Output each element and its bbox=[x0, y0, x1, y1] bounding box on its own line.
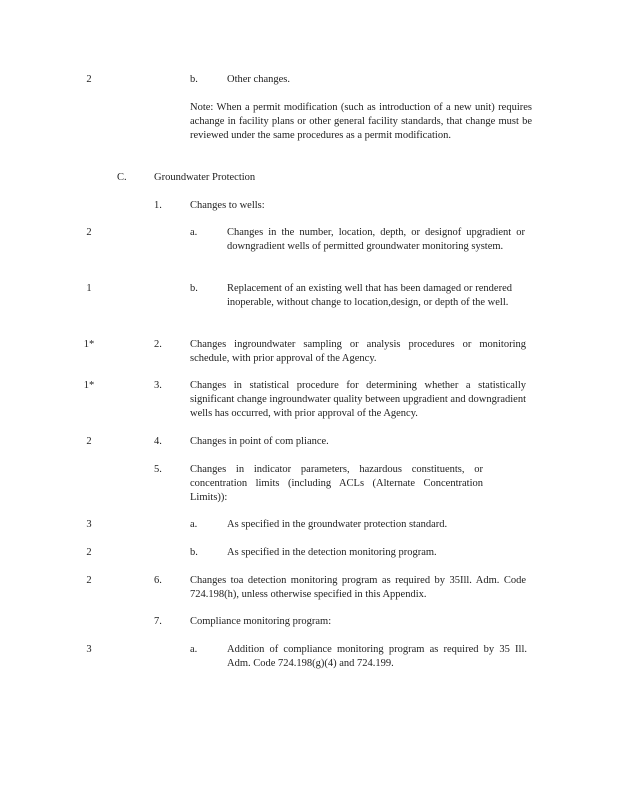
item-marker: 2. bbox=[154, 339, 162, 350]
modification-class: 3 bbox=[86, 644, 92, 655]
item-marker: 1. bbox=[154, 200, 162, 211]
item-text: As specified in the groundwater protection standard. bbox=[227, 519, 448, 530]
modification-class: 3 bbox=[86, 519, 92, 530]
item-text: Changes in the number, location, depth, or designof upgradient or downgradient wells of permitted groundwater monitoring system. bbox=[227, 227, 525, 252]
modification-class: 1 bbox=[86, 283, 92, 294]
item-text: Changes ingroundwater sampling or analysis procedures or monitoring schedule, with prior approval of the Agency. bbox=[190, 339, 526, 364]
item-text: Changes to wells: bbox=[190, 200, 265, 211]
item-text: Changes toa detection monitoring program as required by 35Ill. Adm. Code 724.198(h), unless otherwise specified in this Appendix. bbox=[190, 575, 526, 600]
item-marker: a. bbox=[190, 227, 198, 238]
item-text: Compliance monitoring program: bbox=[190, 616, 332, 627]
modification-class: 1* bbox=[83, 380, 95, 391]
modification-class: 2 bbox=[86, 227, 92, 238]
modification-class: 2 bbox=[86, 436, 92, 447]
modification-class: 2 bbox=[86, 547, 92, 558]
note-text: Note: When a permit modification (such as introduction of a new unit) requires achange in facility plans or other general facility standards, that change must be reviewed under the same procedures as a permit modification. bbox=[190, 102, 532, 141]
item-text: Changes in statistical procedure for determining whether a statistically significant change ingroundwater quality between upgradient and downgradient wells has occurred, with prior approval of the Agency. bbox=[190, 380, 526, 419]
item-text: Addition of compliance monitoring program as required by 35 Ill. Adm. Code 724.198(g)(4) and 724.199. bbox=[227, 644, 527, 669]
item-marker: a. bbox=[190, 644, 198, 655]
item-marker: b. bbox=[190, 547, 198, 558]
item-text: Other changes. bbox=[227, 74, 290, 85]
item-marker: 3. bbox=[154, 380, 162, 391]
item-marker: a. bbox=[190, 519, 198, 530]
item-text: As specified in the detection monitoring program. bbox=[227, 547, 437, 558]
item-marker: 5. bbox=[154, 464, 162, 475]
item-text: Changes in point of com pliance. bbox=[190, 436, 329, 447]
item-marker: 6. bbox=[154, 575, 162, 586]
modification-class: 1* bbox=[83, 339, 95, 350]
item-marker: 7. bbox=[154, 616, 162, 627]
item-text: Replacement of an existing well that has been damaged or rendered inoperable, without change to location,design, or depth of the well. bbox=[227, 283, 512, 308]
item-marker: b. bbox=[190, 283, 198, 294]
item-marker: 4. bbox=[154, 436, 162, 447]
item-text: Changes in indicator parameters, hazardous constituents, or concentration limits (including ACLs (Alternate Concentration Limits)): bbox=[190, 464, 483, 503]
item-marker: b. bbox=[190, 74, 198, 85]
modification-class: 2 bbox=[86, 575, 92, 586]
modification-class: 2 bbox=[86, 74, 92, 85]
section-title: Groundwater Protection bbox=[154, 172, 256, 183]
section-marker: C. bbox=[117, 172, 127, 183]
